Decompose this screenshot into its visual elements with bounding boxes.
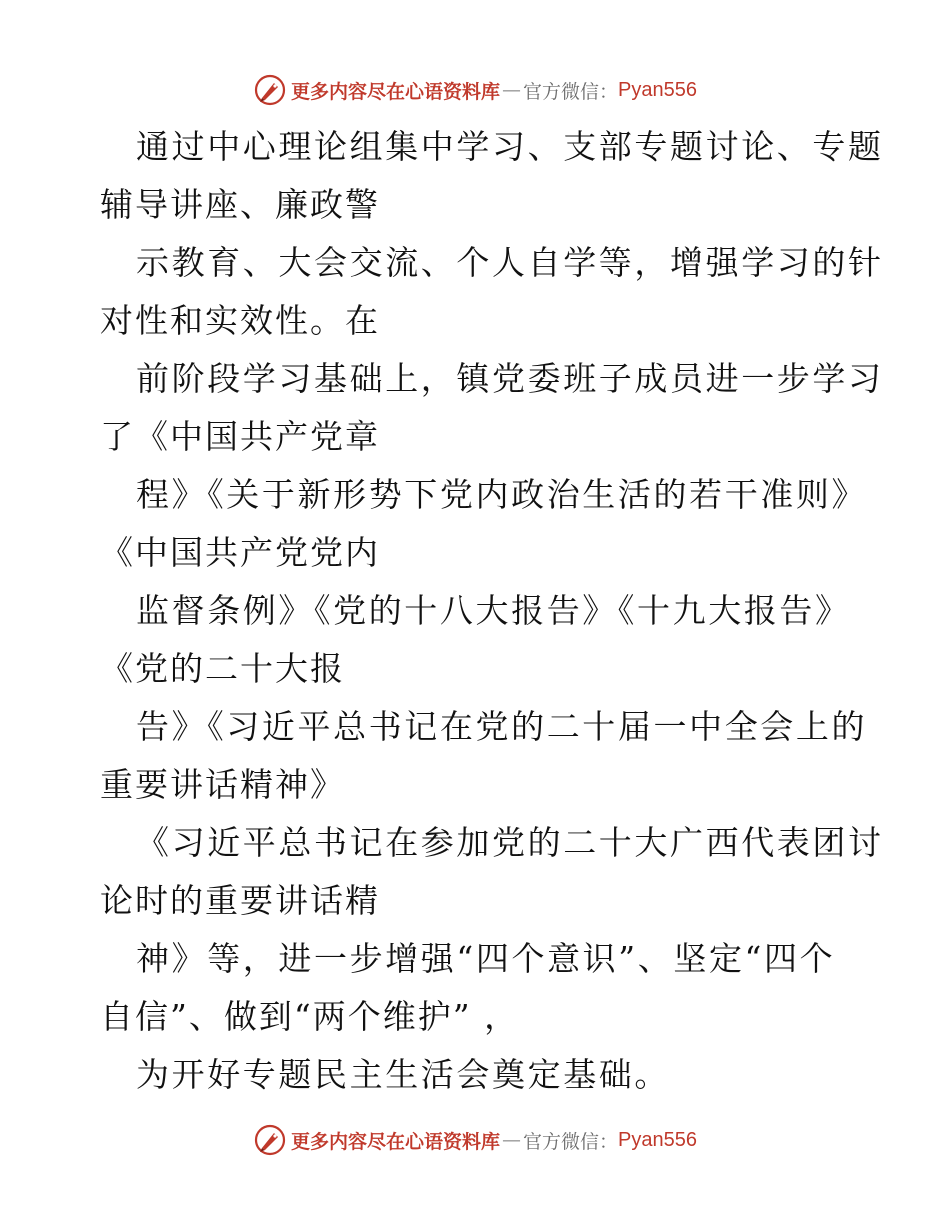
banner-wechat-id: Pyan556 [618, 78, 697, 101]
banner-main-text: 更多内容尽在心语资料库 [291, 1130, 501, 1153]
pen-nib-logo-icon [253, 1123, 287, 1157]
text-line: 示教育、大会交流、个人自学等，增强学习的针 [136, 243, 884, 282]
text-line: 重要讲话精神》 [100, 765, 345, 804]
text-line: 辅导讲座、廉政警 [100, 185, 380, 224]
text-line: 前阶段学习基础上，镇党委班子成员进一步学习 [136, 359, 884, 398]
banner-official-label: 官方微信： [523, 1130, 619, 1153]
banner-wechat-id: Pyan556 [618, 1128, 697, 1151]
text-line: 对性和实效性。在 [100, 301, 380, 340]
banner-official-label: 官方微信： [523, 80, 619, 103]
text-line: 自信”、做到“两个维护” ， [100, 997, 520, 1036]
text-line: 了《中国共产党章 [100, 417, 380, 456]
text-line: 通过中心理论组集中学习、支部专题讨论、专题 [136, 127, 884, 166]
banner-main-text: 更多内容尽在心语资料库 [291, 80, 501, 103]
banner-dash: — [502, 79, 522, 101]
text-line: 《中国共产党党内 [100, 533, 380, 572]
text-line: 神》等，进一步增强“四个意识”、坚定“四个 [136, 939, 836, 978]
pen-nib-logo-icon [253, 73, 287, 107]
document-body [100, 118, 884, 1104]
header-banner [0, 70, 950, 110]
footer-banner [0, 1120, 950, 1160]
text-line: 程》《关于新形势下党内政治生活的若干准则》 [136, 475, 868, 514]
text-line: 论时的重要讲话精 [100, 881, 380, 920]
text-line: 《习近平总书记在参加党的二十大广西代表团讨 [136, 823, 884, 862]
text-line: 监督条例》《党的十八大报告》《十九大报告》 [136, 591, 851, 630]
text-line: 《党的二十大报 [100, 649, 345, 688]
banner-dash: — [502, 1129, 522, 1151]
text-line: 为开好专题民主生活会奠定基础。 [136, 1055, 670, 1094]
text-line: 告》《习近平总书记在党的二十届一中全会上的 [136, 707, 868, 746]
